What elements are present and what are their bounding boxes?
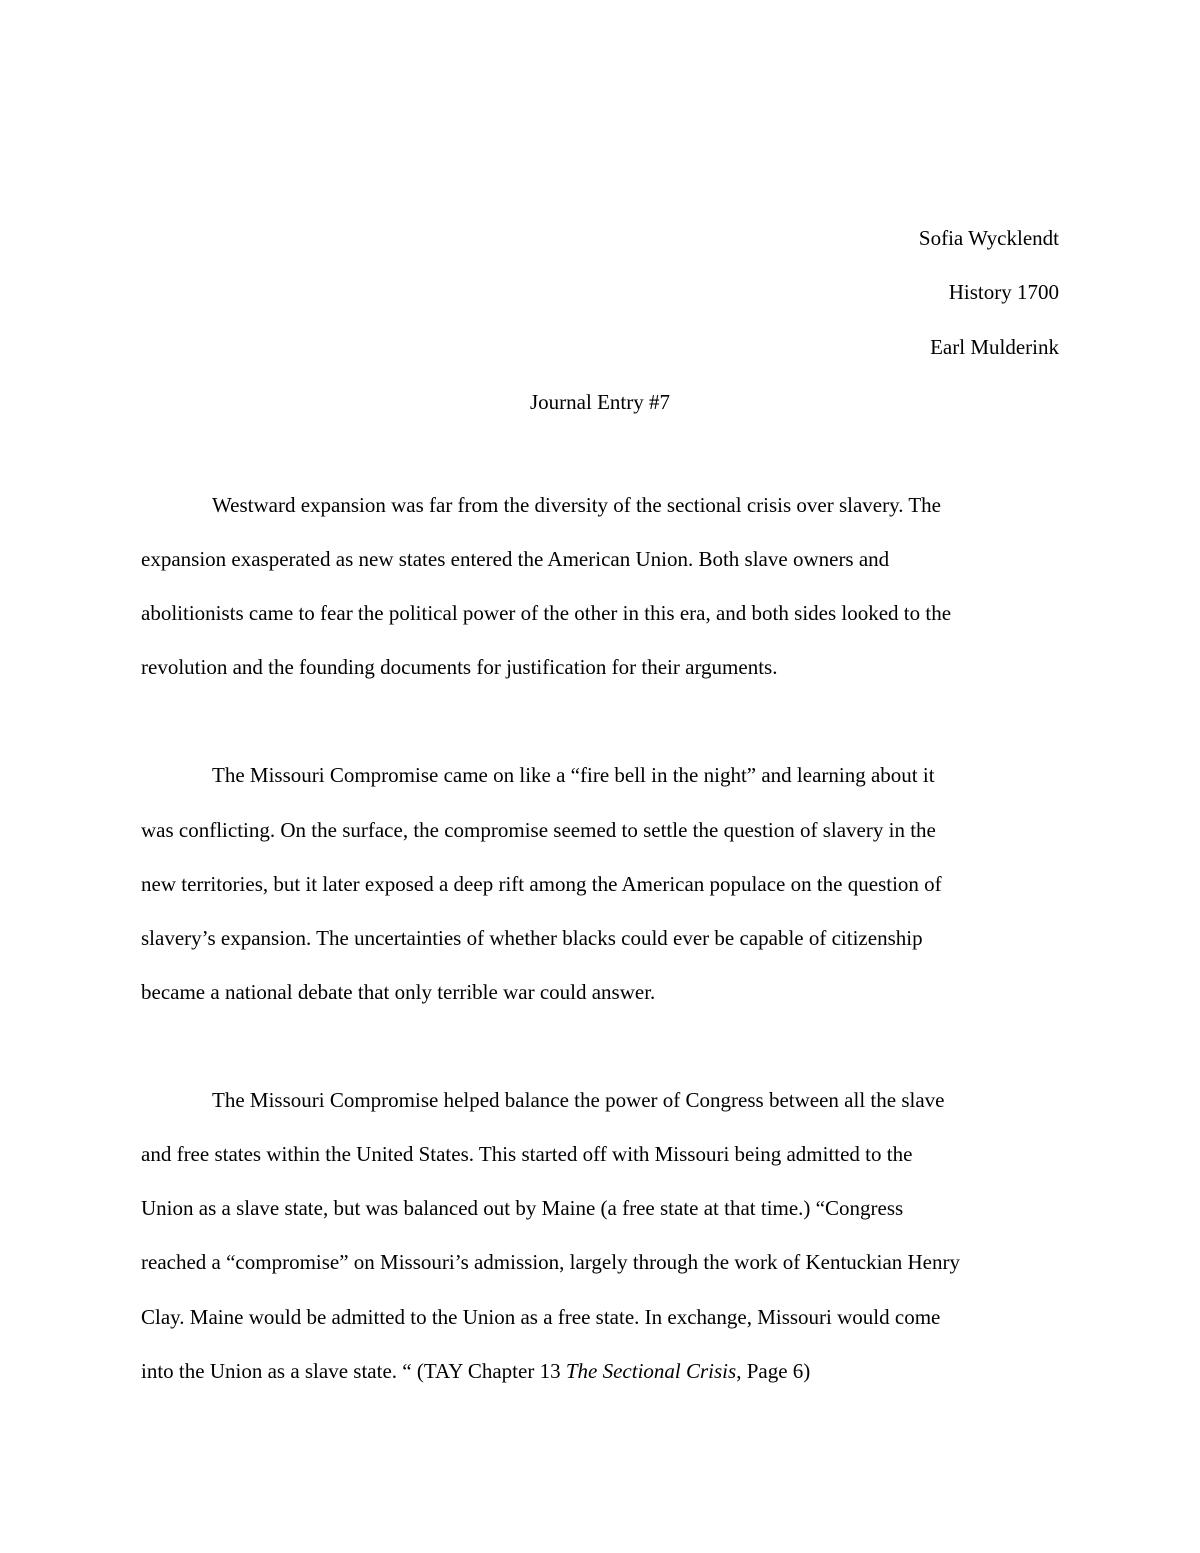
- paragraph-line-citation: [141, 1356, 810, 1386]
- paragraph-line: Clay. Maine would be admitted to the Union as a free state. In exchange, Missouri would come: [141, 1305, 941, 1329]
- author-name: Sofia Wycklendt: [918, 226, 1059, 250]
- citation-book-title: The Sectional Crisis: [565, 1359, 737, 1383]
- citation-page: , Page 6): [736, 1359, 811, 1383]
- document-title: Journal Entry #7: [530, 390, 670, 414]
- paragraph-line: abolitionists came to fear the political power of the other in this era, and both sides looked to the: [141, 601, 952, 625]
- instructor-name: Earl Mulderink: [930, 335, 1059, 359]
- paragraph-line: Union as a slave state, but was balanced out by Maine (a free state at that time.) “Congress: [141, 1196, 904, 1220]
- paragraph-line: new territories, but it later exposed a deep rift among the American populace on the question of: [141, 872, 942, 896]
- course-name: History 1700: [948, 280, 1059, 304]
- paragraph-line: The Missouri Compromise came on like a “fire bell in the night” and learning about it: [212, 763, 935, 787]
- citation-text: into the Union as a slave state. “ (TAY Chapter 13: [141, 1359, 566, 1383]
- paragraph-line: The Missouri Compromise helped balance the power of Congress between all the slave: [212, 1088, 945, 1112]
- paragraph-line: expansion exasperated as new states entered the American Union. Both slave owners and: [141, 547, 890, 571]
- paragraph-line: Westward expansion was far from the diversity of the sectional crisis over slavery. The: [212, 493, 942, 517]
- paragraph-line: slavery’s expansion. The uncertainties of whether blacks could ever be capable of citizenship: [141, 926, 923, 950]
- paragraph-line: became a national debate that only terrible war could answer.: [141, 980, 656, 1004]
- paragraph-line: and free states within the United States. This started off with Missouri being admitted to the: [141, 1142, 913, 1166]
- paragraph-line: was conflicting. On the surface, the compromise seemed to settle the question of slavery in the: [141, 818, 936, 842]
- paragraph-line: reached a “compromise” on Missouri’s admission, largely through the work of Kentuckian Henry: [141, 1250, 960, 1274]
- paragraph-line: revolution and the founding documents for justification for their arguments.: [141, 655, 778, 679]
